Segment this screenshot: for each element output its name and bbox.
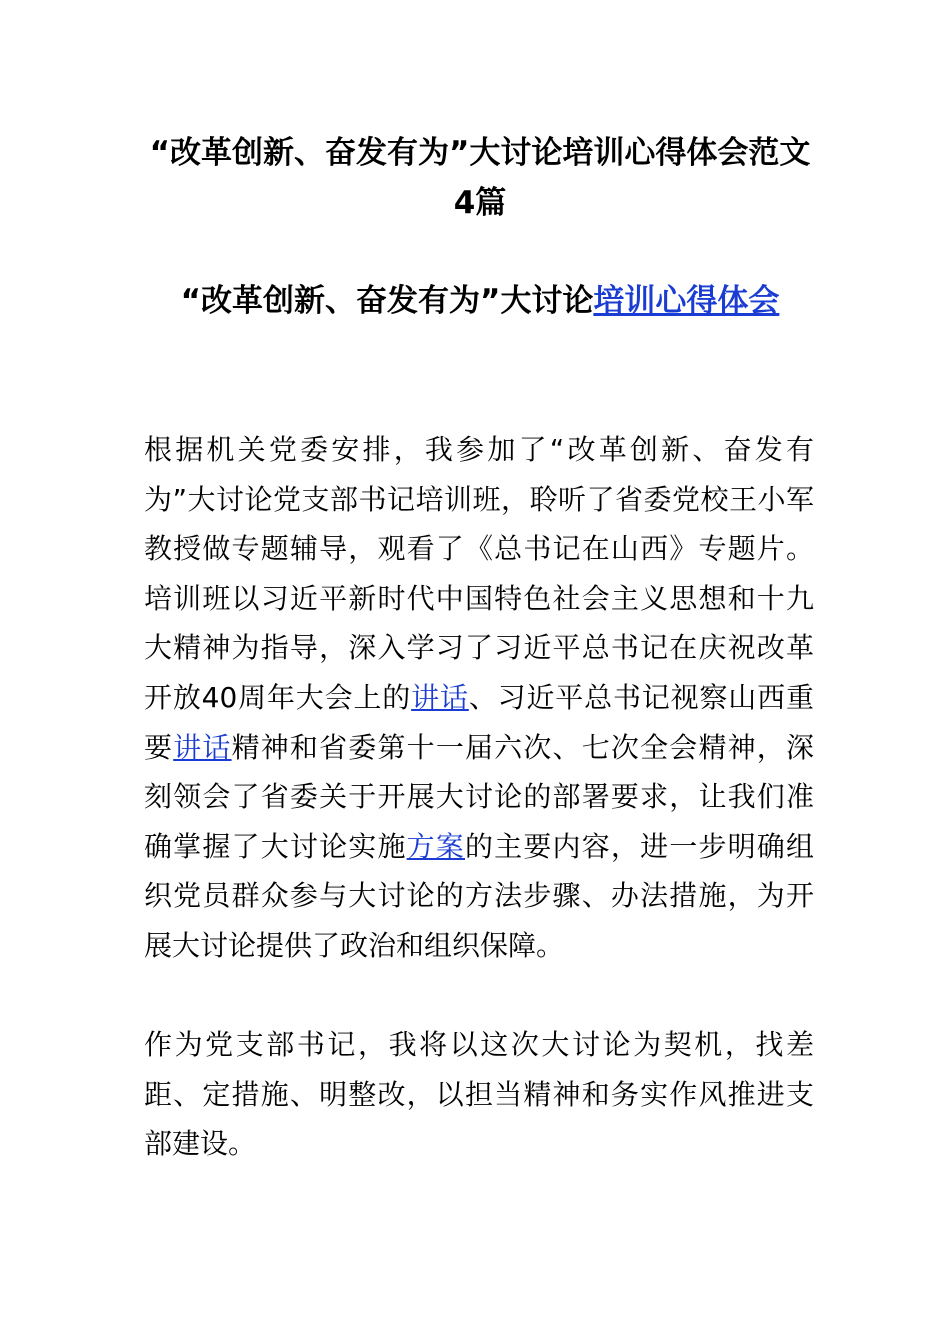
speech-link-2[interactable]: 讲话 — [173, 730, 232, 764]
paragraph-1-text-4: 的主要内容，进一步明确组织党员群众参与大讨论的方法步骤、办法措施，为开展大讨论提供了政治和组织保障。 — [144, 829, 814, 962]
paragraph-1-text-2: 、习近平总书记视察山西重要 — [144, 680, 814, 764]
paragraph-1-text-3: 精神和省委第十一届六次、七次全会精神，深刻领会了省委关于开展大讨论的部署要求，让我们准确掌握了大讨论实施 — [144, 730, 814, 863]
body-paragraph-1 — [144, 425, 814, 971]
plan-link[interactable]: 方案 — [406, 829, 465, 863]
paragraph-1-text-1: 根据机关党委安排，我参加了“改革创新、奋发有为”大讨论党支部书记培训班，聆听了省委党校王小军教授做专题辅导，观看了《总书记在山西》专题片。培训班以习近平新时代中国特色社会主义思想和十九大精神为指导，深入学习了习近平总书记在庆祝改革开放40周年大会上的 — [144, 433, 814, 714]
subtitle-link[interactable]: 培训心得体会 — [593, 283, 780, 319]
body-paragraph-2: 作为党支部书记，我将以这次大讨论为契机，找差距、定措施、明整改，以担当精神和务实作风推进支部建设。 — [144, 1028, 814, 1161]
document-title: “改革创新、奋发有为”大讨论培训心得体会范文4篇 — [149, 135, 811, 221]
speech-link-1[interactable]: 讲话 — [411, 680, 469, 714]
document-subtitle — [140, 276, 820, 326]
subtitle-text: “改革创新、奋发有为”大讨论 — [180, 283, 594, 319]
